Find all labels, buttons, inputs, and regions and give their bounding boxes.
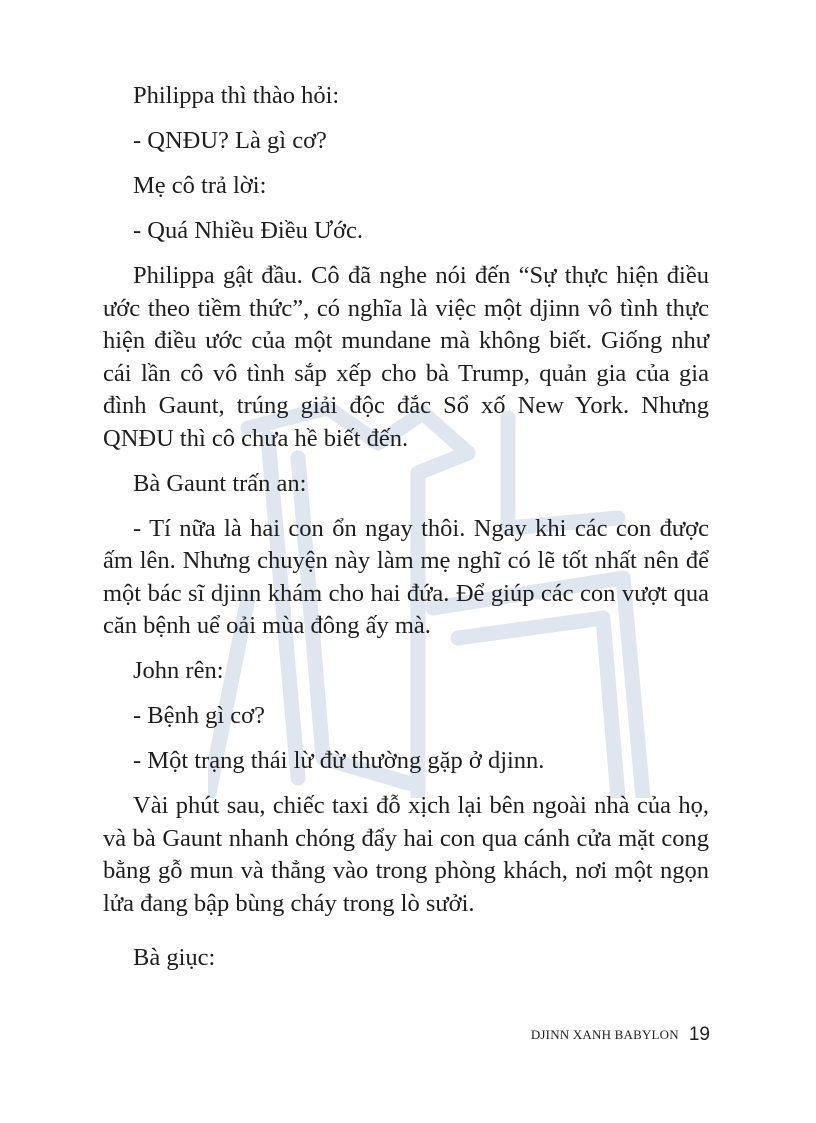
page-number: 19: [688, 1024, 710, 1045]
paragraph-dialogue-answer: - Quá Nhiều Điều Ước.: [133, 217, 363, 244]
paragraph-reassurance-dialogue: - Tí nữa là hai con ổn ngay thôi. Ngay khi các con được ấm lên. Nhưng chuyện này làm mẹ nghĩ có lẽ tốt nhất nên để một bác sĩ djinn khám cho hai đứa. Để giúp các con vượt qua căn bệnh uể oải mùa đông ấy mà.: [103, 514, 709, 639]
paragraph-philippa-nods: Philippa gật đầu. Cô đã nghe nói đến “Sự thực hiện điều ước theo tiềm thức”, có nghĩa là việc một djinn vô tình thực hiện điều ước của một mundane mà không biết. Giống như cái lần cô vô tình sắp xếp cho bà Trump, quản gia của gia đình Gaunt, trúng giải độc đắc Sổ xố New York. Nhưng QNĐU thì cô chưa hề biết đến.: [103, 262, 709, 452]
paragraph-john-question: - Bệnh gì cơ?: [133, 702, 266, 729]
footer-book-title: DJINN XANH BABYLON: [530, 1027, 679, 1042]
paragraph-john-groans: John rên:: [133, 657, 224, 684]
running-footer: [300, 1024, 710, 1046]
paragraph-dialogue-question: - QNĐU? Là gì cơ?: [133, 127, 327, 154]
page-body: [103, 80, 709, 975]
paragraph-lethargy-answer: - Một trạng thái lừ đừ thường gặp ở djinn.: [133, 747, 545, 774]
paragraph-she-urges: Bà giục:: [133, 944, 216, 971]
paragraph-philippa-whispers: Philippa thì thào hỏi:: [133, 82, 340, 109]
paragraph-mrs-gaunt-reassures: Bà Gaunt trấn an:: [133, 469, 307, 497]
paragraph-taxi-arrival: Vài phút sau, chiếc taxi đỗ xịch lại bên ngoài nhà của họ, và bà Gaunt nhanh chóng đẩy hai con qua cánh cửa mặt cong bằng gỗ mun và thẳng vào trong phòng khách, nơi một ngọn lửa đang bập bùng cháy trong lò sưởi.: [103, 792, 709, 917]
paragraph-mother-replies: Mẹ cô trả lời:: [133, 172, 267, 199]
